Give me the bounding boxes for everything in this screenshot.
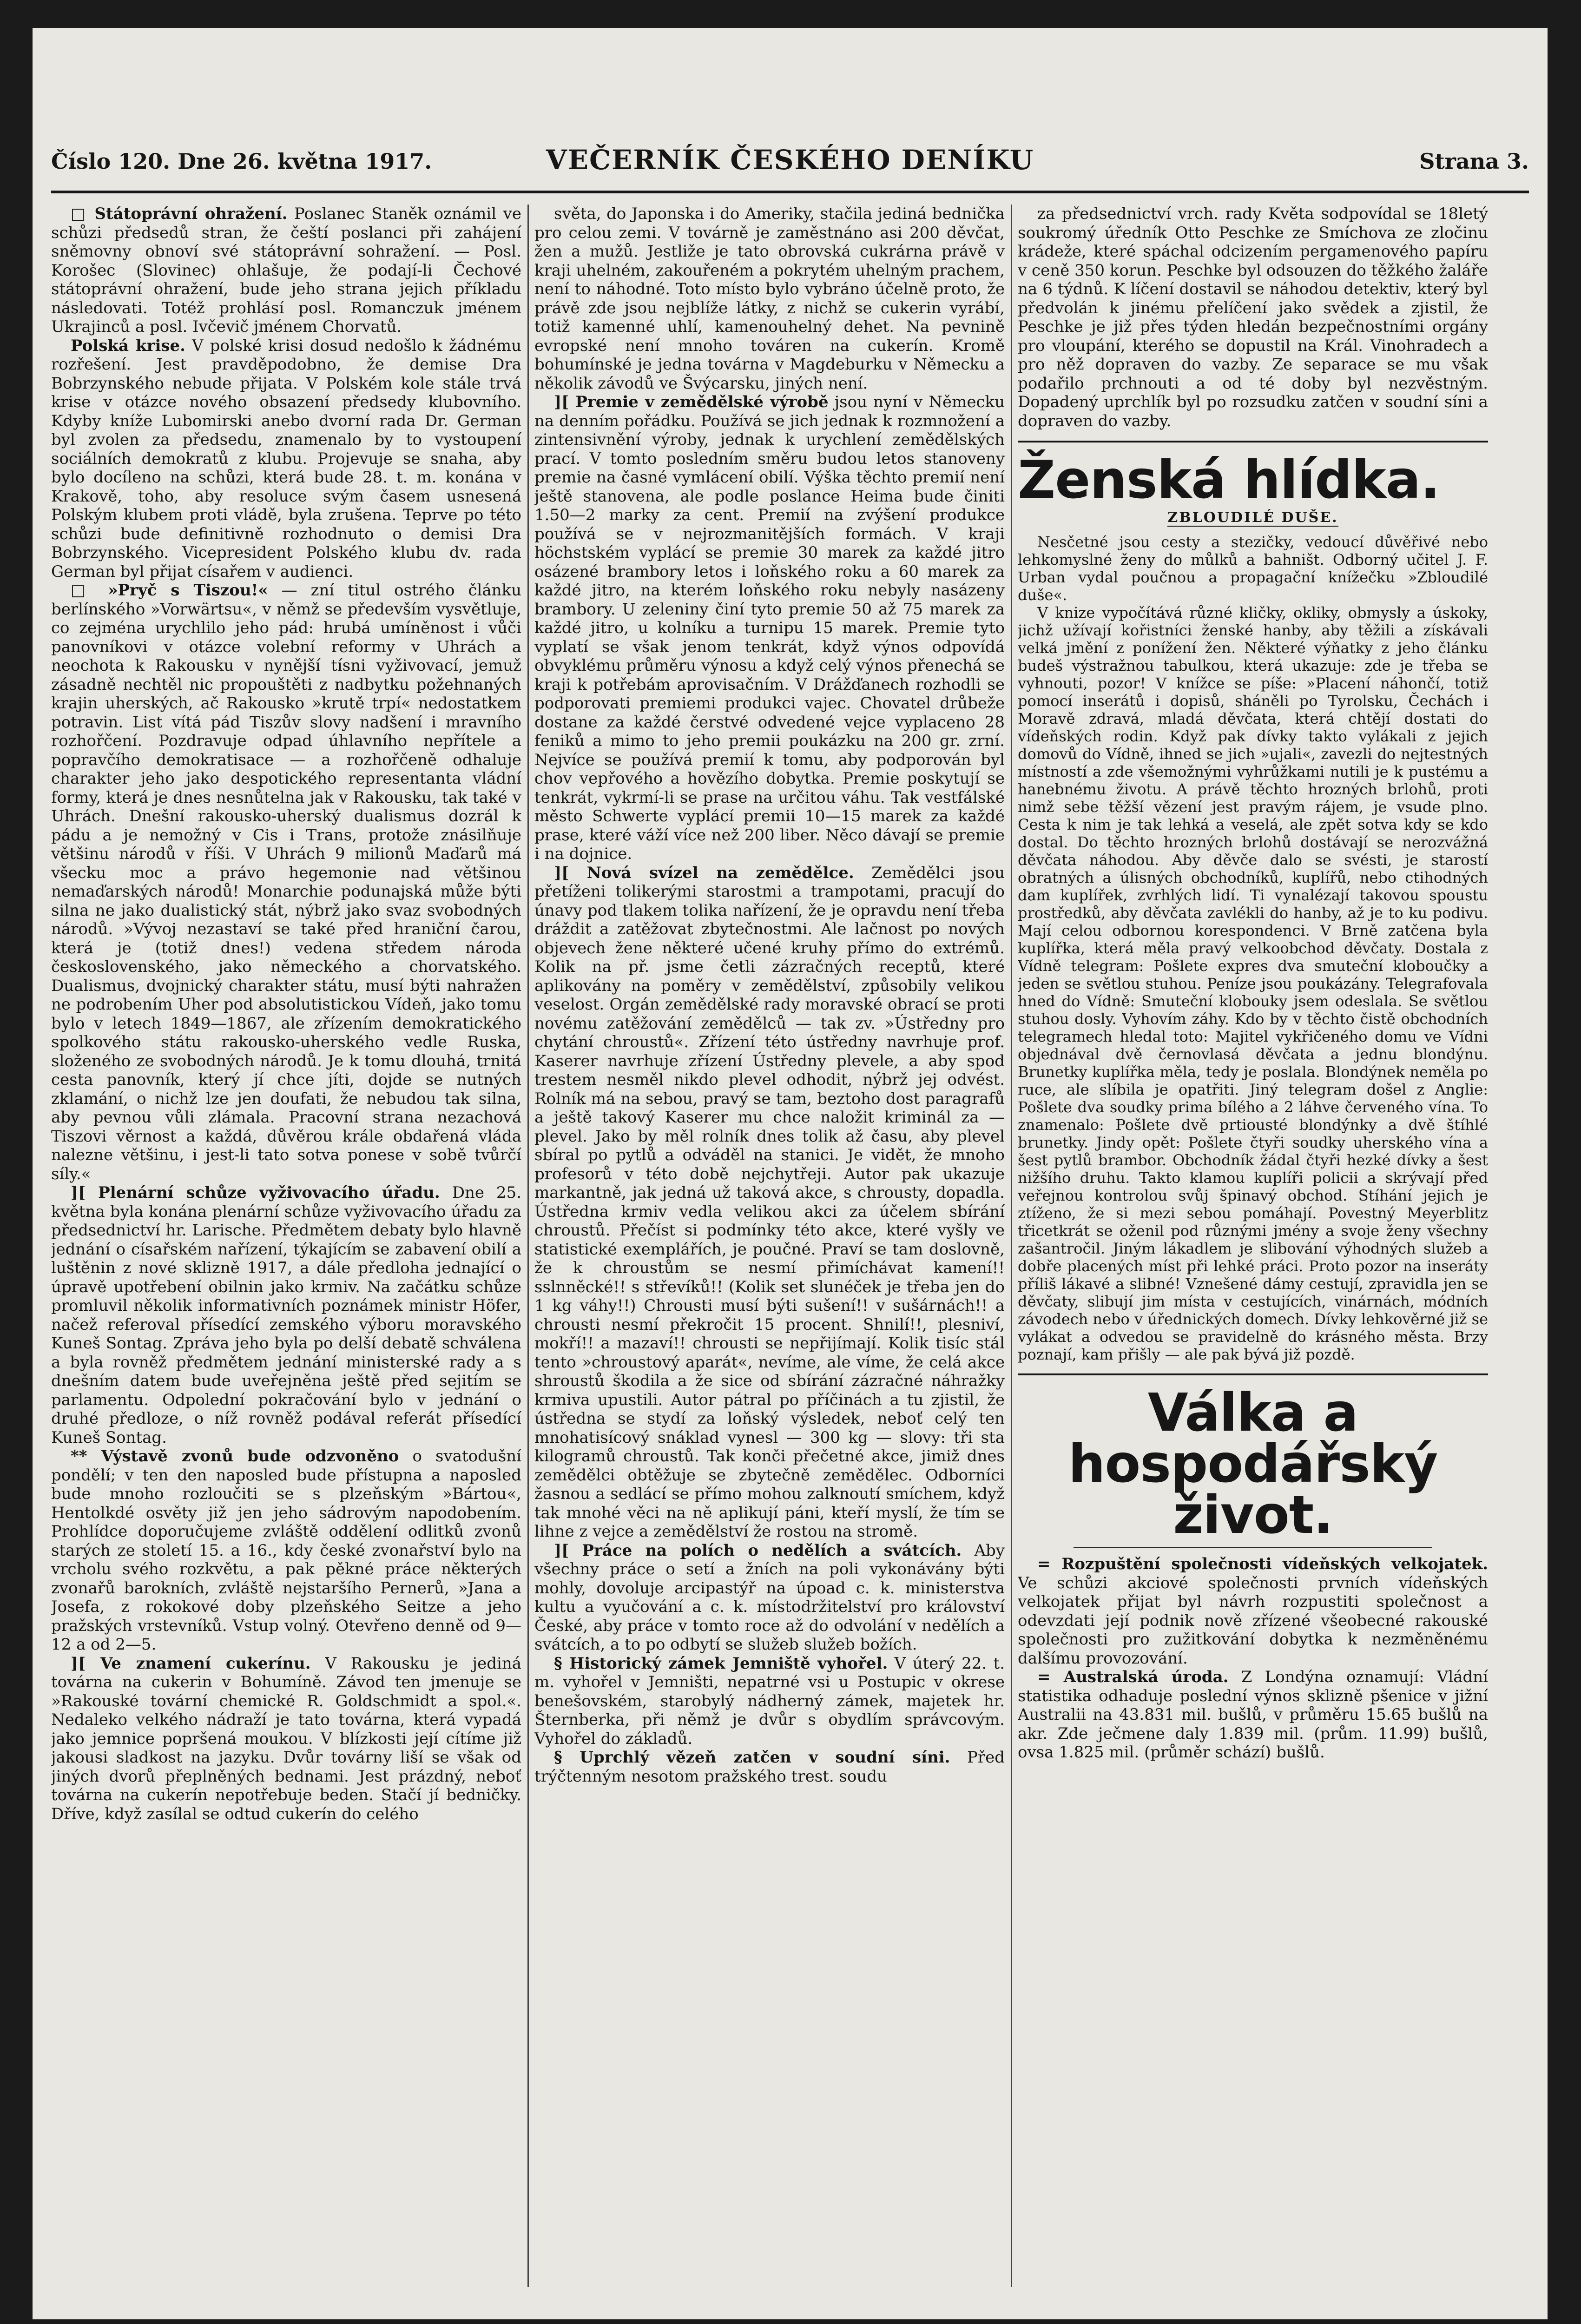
article-headline: □ »Pryč s Tiszou!«	[71, 581, 268, 600]
article-text: jsou nyní v Německu na denním pořádku. Používá se jich jednak k rozmnožení a zintensivnění výroby, jednak k urychlení zemědělských prací. V tomto posledním směru budou letos stanoveny premie na časné vymlácení obilí. Výška těchto premií není ještě stanovena, ale podle poslance Heima bude činiti 1.50—2 marky za cent. Premií na zvýšení produkce používá se v nejrozmanitějších formách. V kraji höchstském vyplácí se premie 30 marek za každé jitro osázené brambory letos i loňského roku a 60 marek za každé jitro, na kterém loňského roku nebyly nasázeny brambory. U zeleniny činí tyto premie 50 až 75 marek za každé jitro, u kolníku a turnipu 15 marek. Premie tyto vyplatí se však jenom tenkrát, když výnos odpovídá obvyklému průměru výnosu a když celý výnos přenechá se kraji k potřebám aprovisačním. V Drážďanech rozhodli se podporovati premiemi produkci vajec. Chovatel drůbeže dostane za každé čerstvé odvedené vejce vyplaceno 28 feniků a mimo to jeho premii poukázku na 200 gr. zrní. Nejvíce se používá premií k tomu, aby podporován byl chov vepřového a hovězího dobytka. Premie poskytují se tenkrát, vykrmí-li se prase na určitou váhu. Tak vestfálské město Schwerte vyplácí premii 10—15 marek za každé prase, které váží více než 200 liber. Něco dávají se premie i na dojnice.	[534, 393, 1005, 863]
womens-section	[1018, 450, 1488, 1363]
column-2	[534, 205, 1005, 2305]
column-divider	[1011, 205, 1012, 2287]
article-paragraph	[1018, 1555, 1488, 1668]
title-rule	[1074, 1547, 1432, 1548]
article-paragraph	[51, 1183, 521, 1447]
article-headline: □ Státoprávní ohražení.	[71, 205, 288, 223]
war-section	[1018, 1383, 1488, 1762]
article-text: Před trýčtenným nesotom pražského trest. soudu	[534, 1748, 1005, 1786]
issue-line: Číslo 120. Dne 26. května 1917.	[51, 149, 432, 174]
page-header	[51, 144, 1529, 186]
page-number: Strana 3.	[1419, 149, 1529, 174]
article-paragraph	[1018, 1668, 1488, 1762]
column-divider	[527, 205, 529, 2287]
article-headline: ][ Práce na polích o nedělích a svátcích.	[554, 1541, 962, 1560]
article-headline: ][ Nová svízel na zemědělce.	[554, 863, 854, 882]
article-paragraph	[51, 205, 521, 337]
article-headline: = Australská úroda.	[1037, 1668, 1229, 1686]
column-1	[51, 205, 521, 2305]
column-3	[1018, 205, 1488, 2305]
article-text: Aby všechny práce o setí a žních na poli vykonávány býti mohly, dovoluje arcipastýř na úpoad c. k. ministerstva kultu a vyučování a c. k. místodržitelství pro království České, aby práce v tomto roce až do odvolání v nedělích a svátcích, a to po odbytí se služeb služeb božích.	[534, 1541, 1005, 1654]
article-text: Z Londýna oznamují: Vládní statistika odhaduje poslední výnos sklizně pšenice v jižní Australii na 43.831 mil. bušlů, v průměru 15.65 bušlů na akr. Zde ječmene daly 1.839 mil. (prům. 11.99) bušlů, ovsa 1.825 mil. (průměr schází) bušlů.	[1018, 1668, 1488, 1762]
article-paragraph	[51, 581, 521, 1183]
article-paragraph	[534, 393, 1005, 864]
article-paragraph	[534, 1748, 1005, 1786]
newspaper-page	[33, 28, 1548, 2319]
womens-section-subtitle: ZBLOUDILÉ DUŠE.	[1167, 509, 1338, 526]
article-headline: § Historický zámek Jemniště vyhořel.	[554, 1654, 888, 1673]
article-headline: § Uprchlý vězeň zatčen v soudní síni.	[554, 1748, 950, 1767]
article-paragraph	[534, 205, 1005, 393]
article-paragraph	[1018, 205, 1488, 430]
article-text: — zní titul ostrého článku berlínského »Vorwärtsu«, v němž se především vysvětluje, co zejména urychlilo jeho pád: hrubá umíněnost i vůči panovníkovi v otázce volební reformy v Uhrách a neochota k Rakousku v nynější tísni vyživovací, jemuž zásadně nechtěl nic propouštěti z nadbytku požehnaných krajin uherských, ač Rakousko »krutě trpí« nedostatkem potravin. List vítá pád Tiszův slovy nadšení i mravního rozhořčení. Pozdravuje odpad úhlavního nepřítele a popravčího demokratisace — a rozhořčeně odhaluje charakter jeho jako despotického representanta vládní formy, která je dnes nesnůtelna jak v Rakousku, tak také v Uhrách. Dnešní rakousko-uherský dualismus dozrál k pádu a je nemožný v Cis i Trans, protože znásilňuje většinu národů v říši. V Uhrách 9 milionů Maďarů má všecku moc a právo hegemonie nad většinou nemaďarských národů! Monarchie podunajská může býti silna ne jako dualistický stát, nýbrž jako svaz svobodných národů. »Vývoj nezastaví se také před hraniční čarou, která je (totiž dnes!) vedena středem národa československého, jako německého a chorvatského. Dualismus, dvojnický charakter státu, musí býti nahražen ne podrobením Uher pod absolutistickou Vídeň, jako tomu bylo v letech 1849—1867, ale zřízením demokratického spolkového státu rakousko-uherského vedle Ruska, složeného ze svobodných národů. Je k tomu dlouhá, trnitá cesta panovník, který jí chce jíti, dojde se nutných zklamání, o nichž lze jen doufati, že nebudou tak silna, aby pevnou vůli zlámala. Pracovní strana nezachová Tiszovi věrnost a každá, důvěrou krále obdařená vláda nalezne většinu, i jest-li tato sotva ponese v sobě tvůrčí síly.«	[51, 581, 521, 1183]
section-separator	[1018, 441, 1488, 442]
war-section-body	[1018, 1555, 1488, 1762]
article-paragraph	[534, 1654, 1005, 1749]
article-paragraph: V knize vypočítává různé kličky, okliky, obmysly a úskoky, jichž užívají kořistníci ženské hanby, aby těžili a získávali velká jmění z ponížení žen. Některé výňatky z jeho článku budeš výstražnou tabulkou, která ukazuje: zde je třeba se vyhnouti, pozor! V knížce se píše: »Placení náhončí, totiž pomocí inserátů i dopisů, sháněli po Tyrolsku, Čechách i Moravě zdravá, mladá děvčata, která chtějí dostati do vídeňských rodin. Když pak dívky takto vylákali z jejich domovů do Vídně, ihned se jich »ujali«, zavezli do nejtestných místností a zde všemožnými vyhrůžkami nutili je k pustému a hanebnému životu. A právě těchto hrozných brlohů, proti nimž sebe těžší vězení jest pravým rájem, je vsude plno. Cesta k nim je tak lehká a veselá, ale zpět sotva kdy se kdo dostal. Do těchto hrozných brlohů dostávají se nerozvážná děvčata náhodou. Aby děvče dalo se svésti, je starostí obratných a úlisných obchodníků, kuplířů, nebo ctihodných dam kuplířek, zvrhlých lidí. Ti vynalézají takovou spoustu prostředků, aby děvčata zavlékli do hanby, až je to ku podivu. Mají celou odbornou korespondenci. V Brně zatčena byla kuplířka, která měla pravý velkoobchod děvčaty. Dostala z Vídně telegram: Pošlete expres dva smuteční kloboučky a jeden se světlou stuhou. Peníze jsou poukázány. Telegrafovala hned do Vídně: Smuteční klobouky jsem odeslala. Se světlou stuhou dosly. Vyhovím záhy. Kdo by v těchto čistě obchodních telegramech hledal toto: Majitel vykřičeného domu ve Vídni objednával dvě černovlasá děvčata a jednu blondýnu. Brunetky kuplířka měla, tedy je poslala. Blondýnek neměla po ruce, ale slíbila je opatřiti. Jiný telegram došel z Anglie: Pošlete dva soudky prima bílého a 2 láhve červeného vína. To znamenalo: Pošlete dvě prtiousté blondýnky a dvě štíhlé brunetky. Jindy opět: Pošlete čtyři soudky uherského vína a šest pytlů brambor. Obchodník žádal čtyři hezké dívky a šest nižšího druhu. Takto klamou kuplíři policii a skrývají před veřejnou kontrolou svůj špinavý obchod. Stíhání jejich je ztíženo, že si mezi sebou pomáhají. Povestný Meyerblitz třicetkrát se oženil pod různými jmény a svoje ženy všechny zašantročil. Jiným lákadlem je slibování výhodných služeb a dobře placených míst při lehké práci. Proto pozor na inseráty příliš lákavé a slibné! Vznešené dámy cestují, zpravidla jen se děvčaty, slibují jim místa v cestujících, vinárnách, módních závodech nebo v úřednických domech. Dívky lehkověrné již se vylákat a odvedou se pravidelně do krásného města. Brzy poznají, kam přišly — ale pak bývá již pozdě.	[1018, 604, 1488, 1363]
article-paragraph	[51, 1654, 521, 1824]
article-headline: ][ Premie v zemědělské výrobě	[554, 393, 829, 411]
article-text: Ve schůzi akciové společnosti prvních vídeňských velkojatek přijat byl návrh rozpustiti společnost a odevzdati její podnik nově zřízené všeobecné rakouské společnosti pro zužitkování dobytka k nezměněnému dalšímu provozování.	[1018, 1573, 1488, 1668]
article-headline: ** Výstavě zvonů bude odzvoněno	[71, 1447, 399, 1466]
article-headline: Polská krise.	[71, 336, 186, 355]
article-text: V polské krisi dosud nedošlo k žádnému rozřešení. Jest pravděpodobno, že demise Dra Bobrzynského nebude přijata. V Polském kole stále trvá krise v otázce nového obsazení předsedy klubovního. Kdyby kníže Lubomirski anebo dvorní rada Dr. German byl zvolen za předsedu, znamenalo by to vystoupení sociálních demokratů z klubu. Projevuje se snaha, aby bylo docíleno na schůzi, která bude 28. t. m. konána v Krakově, toho, aby resoluce svým časem usnesená Polským klubem proti vládě, byla zrušena. Teprve po této schůzi bude definitivně rozhodnuto o demisi Dra Bobrzynského. Vicepresident Polského klubu dv. rada German byl přijat císařem v audienci.	[51, 336, 521, 581]
article-paragraph	[534, 1541, 1005, 1654]
womens-section-body	[1018, 533, 1488, 1363]
article-paragraph	[534, 864, 1005, 1541]
article-text: za předsednictví vrch. rady Květa sodpovídal se 18letý soukromý úředník Otto Peschke ze Smíchova ze zločinu krádeže, které spáchal odcizením pergamenového papíru v ceně 350 korun. Peschke byl odsouzen do těžkého žaláře na 6 týdnů. K líčení dostavil se náhodou detektiv, který byl předvolán k jinému přelíčení jako svědek a zjistil, že Peschke je již přes týden hledán bezpečnostními orgány pro vloupání, kterého se dopustil na Král. Vinohradech a pro něž dopraven do vazby. Ze separace se mu však podařilo prchnouti a od té doby byl nezvěstným. Dopadený uprchlík byl po rozsudku zatčen v soudní síni a dopraven do vazby.	[1018, 205, 1488, 430]
article-text: o svatodušní pondělí; v ten den naposled bude přístupna a naposled bude mnoho rozloučiti se s plzeňským »Bártou«, Hentolkdé osvěty již jen jeho sádrovým napodobením. Prohlídce doporučujeme zvláště oddělení odlitků zvonů starých ze století 15. a 16., kdy české zvonařství bylo na vrcholu svého rozkvětu, a pak pěkné práce některých zvonařů barokních, zvláště nejstaršího Pernerů, »Jana a Josefa, z rokokové doby plzeňského Seitze a jeho pražských vrstevníků. Vstup volný. Otevřeno denně od 9—12 a od 2—5.	[51, 1447, 521, 1654]
article-headline: ][ Plenární schůze vyživovacího úřadu.	[71, 1183, 440, 1202]
newspaper-title: VEČERNÍK ČESKÉHO DENÍKU	[546, 144, 1034, 176]
womens-section-title: Ženská hlídka.	[1018, 450, 1440, 510]
article-text: světa, do Japonska i do Ameriky, stačila jediná bednička pro celou zemi. V továrně je zaměstnáno asi 200 děvčat, žen a mužů. Jestliže je tato obrovská cukrárna právě v kraji uhelném, zakouřeném a pokrytém uhelným prachem, není to náhodné. Toto místo bylo vybráno účelně proto, že právě zde jsou nejblíže látky, z nichž se cukerin vyrábí, totiž kamenné uhlí, kamenouhelný dehet. Na pevnině evropské není mnoho továren na cukerín. Kromě bohumínské je jedna továrna v Magdeburku v Německu a několik závodů ve Švýcarsku, jiných není.	[534, 205, 1005, 393]
section-separator	[1018, 1373, 1488, 1375]
article-headline: ][ Ve znamení cukerínu.	[71, 1654, 311, 1673]
article-text: V Rakousku je jediná továrna na cukerin v Bohumíně. Závod ten jmenuje se »Rakouské tovární chemické R. Goldschmidt a spol.«. Nedaleko velkého nádraží je tato továrna, která vypadá jako jemnice popršená moukou. V blízkosti její cítíme již jakousi sladkost na jazyku. Dvůr továrny liší se však od jiných dvorů přeplněných bednami. Jest prázdný, neboť továrna na cukerín nepotřebuje beden. Stačí jí bedničky. Dříve, když zasílal se odtud cukerín do celého	[51, 1654, 521, 1823]
article-paragraph	[51, 337, 521, 581]
header-rule	[51, 191, 1529, 193]
court-report	[1018, 205, 1488, 430]
war-section-title: Válka a hospodářský život.	[1068, 1383, 1438, 1545]
article-text: Dne 25. května byla konána plenární schůze vyživovacího úřadu za předsednictví hr. Larische. Předmětem debaty bylo hlavně jednání o císařském nařízení, týkajícím se zabavení obilí a luštěnin z nové sklizně 1917, a dále předloha jednající o úpravě upotřebení obilnin jako krmiv. Na začátku schůze promluvil několik informativních poznámek ministr Höfer, načež referoval přísedící zemského výboru moravského Kuneš Sontag. Zpráva jeho byla po delší debatě schválena a byla rovněž předmětem jednání ministerské rady a s dnešním datem bude uveřejněna ještě před sejitím se parlamentu. Odpolední pokračování bylo v jednání o druhé předloze, o níž rovněž podával referát přísedící Kuneš Sontag.	[51, 1183, 521, 1447]
article-text: Poslanec Staněk oznámil ve schůzi předsedů stran, že čeští poslanci při zahájení sněmovny obnoví své státoprávní sohražení. — Posl. Korošec (Slovinec) ohlašuje, že podají-li Čechové státoprávní ohražení, bude jeho strana jejich příkladu následovati. Totéž prohlásí posl. Romanczuk jménem Ukrajinců a posl. Ivčevič jménem Chorvatů.	[51, 205, 521, 336]
article-paragraph	[51, 1447, 521, 1654]
article-text: Zemědělci jsou přetíženi tolikerými starostmi a trampotami, pracují do únavy pod tlakem tolika nařízení, že je opravdu není třeba dráždit a zatěžovat zbytečnostmi. Ale lačnost po nových objevech žene některé učené kruhy přímo do extrémů. Kolik na př. jsme četli zázračných receptů, které aplikovány na poměry v zemědělství, způsobily velikou veselost. Orgán zemědělské rady moravské obrací se proti novému zatěžování zemědělců — tak zv. »Ústředny pro chytání chroustů«. Zřízení této ústředny navrhuje prof. Kaserer navrhuje zřízení Ústředny plevele, a aby spod trestem nesměl nikdo plevel odhodit, nýbrž jej odvést. Rolník má na sebou, pravý se tam, beztoho dost paragrafů a ještě takový Kaserer mu chce naložit kriminál za — plevel. Jako by měl rolník dnes tolik až času, aby plevel sbíral po pytlů a odváděl na stanici. Je vidět, že mnoho profesorů v této době nejchytřeji. Autor pak ukazuje markantně, jak jedná už taková akce, s chrousty, dopadla. Ústředna krmiv vedla velikou akci za účelem sbírání chroustů. Přečíst si podmínky této akce, které vyšly ve statistické exemplářích, je poučné. Praví se tam doslovně, že k chroustům se nesmí přimíchávat kamení!! sslnněcké!! s střevíků!! (Kolik set slunéček je třeba jen do 1 kg váhy!!) Chrousti musí býti sušení!! v sušárnách!! a chrousti nesmí překročit 15 procent. Shnilí!!, plesniví, mokří!! a mazaví!! chrousti se nepřijímají. Kolik tisíc stál tento »chroustový aparát«, nevíme, ale víme, že celá akce shroustů škodila a že sice od sbírání zázračné náhražky krmiva upustili. Autor pátral po příčinách a tu zjistil, že ústředna se stydí za loňský výsledek, neboť celý ten mnohatisícový snáklad vynesl — 300 kg — slovy: tři sta kilogramů chroustů. Tak konči přečetné akce, jimiž dnes zemědělci obtěžuje se zbytečně zemědělec. Odborníci žasnou a sedlácí se přímo mohou zalknoutí smíchem, když tak mnohé věci na ně aplikují páni, kteří myslí, že tím se lihne z vejce a zemědělství že rostou na stromě.	[534, 863, 1005, 1541]
article-headline: = Rozpuštění společnosti vídeňských velkojatek.	[1037, 1555, 1488, 1573]
article-text: V úterý 22. t. m. vyhořel v Jemništi, nepatrné vsi u Postupic v okrese benešovském, starobylý nádherný zámek, majetek hr. Šternberka, při němž je dvůr s obydlím správcovým. Vyhořel do základů.	[534, 1654, 1005, 1748]
article-paragraph: Nesčetné jsou cesty a stezičky, vedoucí důvěřivé nebo lehkomyslné ženy do můlků a bahništ. Odborný učitel J. F. Urban vydal poučnou a propagační knížečku »Zbloudilé duše«.	[1018, 533, 1488, 604]
